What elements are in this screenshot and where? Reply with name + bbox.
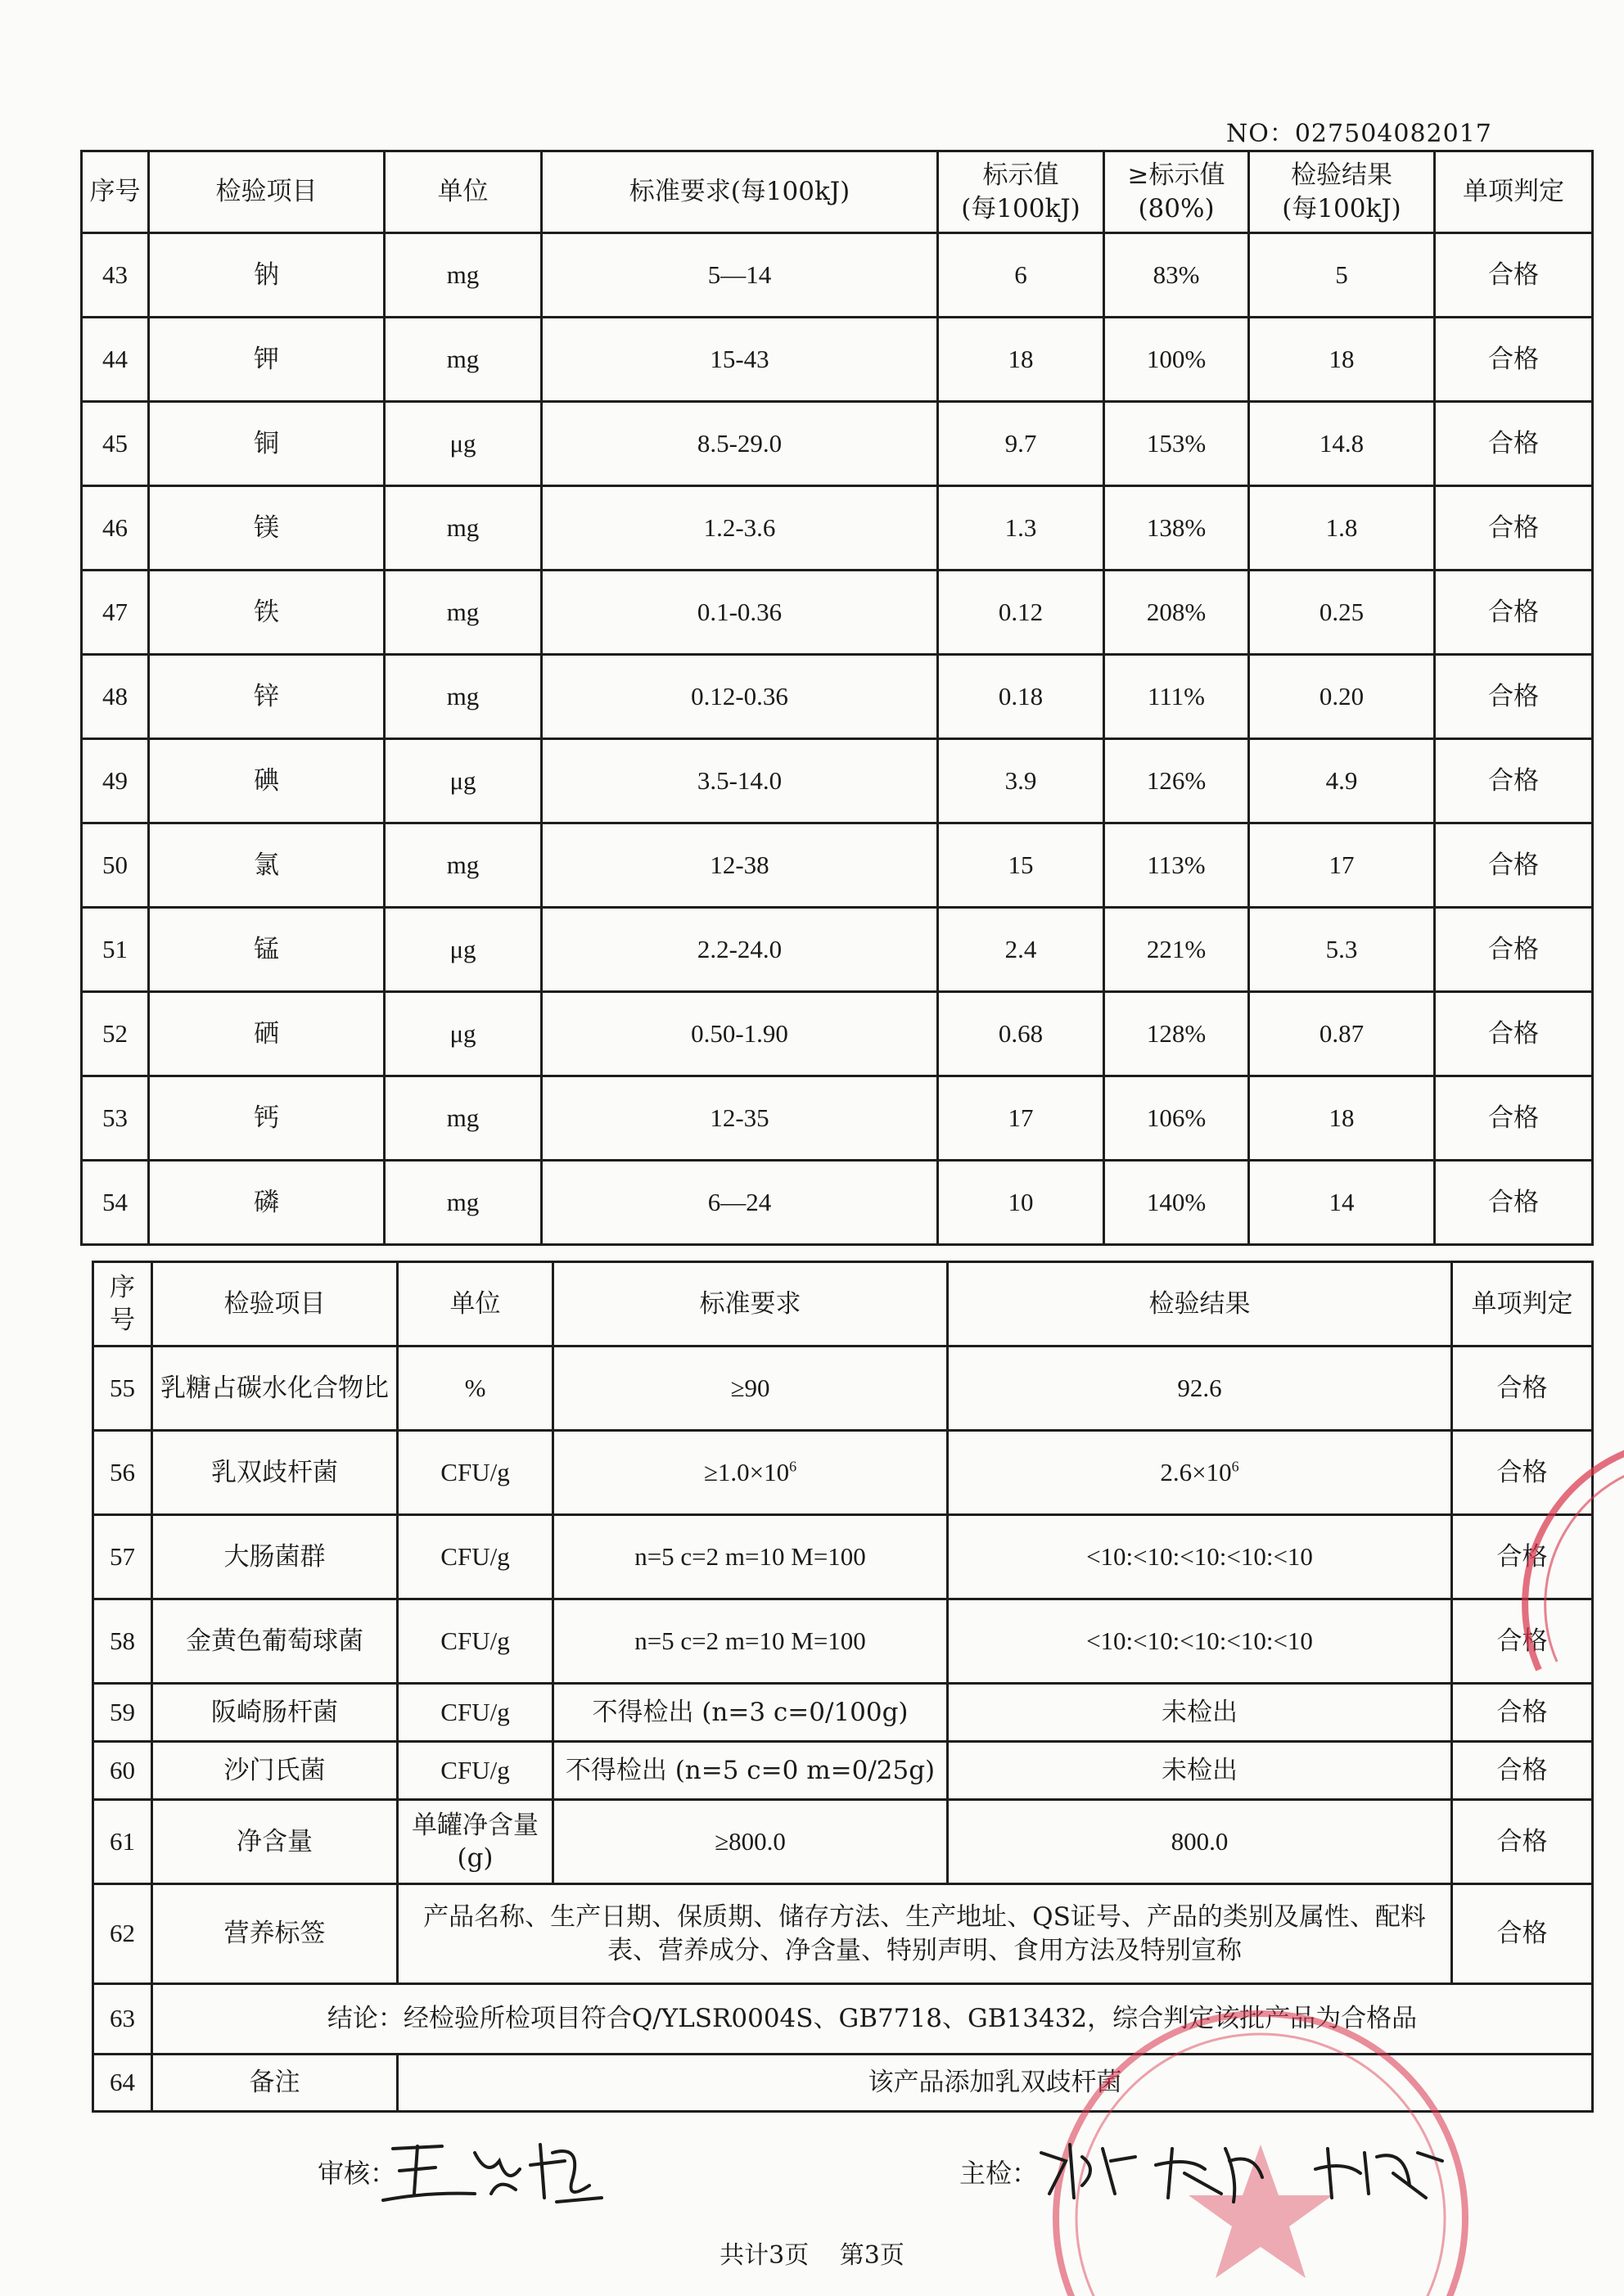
cell-result: 1.8 [1249, 486, 1435, 571]
cell-item: 磷 [149, 1161, 385, 1245]
table-header-row [93, 1262, 1593, 1346]
cell-item: 碘 [149, 739, 385, 823]
header-percent-line2: (80%) [1138, 193, 1215, 223]
cell-item: 锰 [149, 908, 385, 992]
cell-judge: 合格 [1452, 1742, 1593, 1800]
cell-result: 0.25 [1249, 571, 1435, 655]
table-row [82, 571, 1593, 655]
header-unit: 单位 [385, 151, 542, 233]
standard-exponent: 6 [789, 1458, 797, 1475]
cell-unit: μg [385, 402, 542, 486]
cell-item: 钠 [149, 233, 385, 318]
cell-item: 备注 [152, 2055, 398, 2112]
table-row [82, 402, 1593, 486]
cell-seq: 55 [93, 1346, 152, 1431]
cell-seq: 63 [93, 1984, 152, 2055]
cell-judge: 合格 [1452, 1684, 1593, 1742]
table-row [93, 1742, 1593, 1800]
cell-standard: 0.1-0.36 [542, 571, 938, 655]
cell-item: 乳糖占碳水化合物比 [152, 1346, 398, 1431]
cell-unit: mg [385, 823, 542, 908]
cell-judge: 合格 [1452, 1515, 1593, 1599]
cell-judge: 合格 [1435, 992, 1593, 1076]
header-seq: 序号 [93, 1262, 152, 1346]
cell-percent: 140% [1104, 1161, 1249, 1245]
cell-unit: mg [385, 318, 542, 402]
table-row [82, 318, 1593, 402]
cell-standard: n=5 c=2 m=10 M=100 [553, 1515, 948, 1599]
cell-standard: 6—24 [542, 1161, 938, 1245]
cell-seq: 59 [93, 1684, 152, 1742]
table-row [82, 823, 1593, 908]
table-row [93, 1800, 1593, 1884]
header-percent [1104, 151, 1249, 233]
cell-label-value: 15 [938, 823, 1104, 908]
table-row [93, 1346, 1593, 1431]
cell-judge: 合格 [1435, 233, 1593, 318]
cell-remark: 该产品添加乳双歧杆菌 [398, 2055, 1593, 2112]
cell-item: 镁 [149, 486, 385, 571]
reviewer-signature [377, 2128, 614, 2218]
header-standard: 标准要求 [553, 1262, 948, 1346]
cell-label-requirements: 产品名称、生产日期、保质期、储存方法、生产地址、QS证号、产品的类别及属性、配料表、营养成分、净含量、特别声明、食用方法及特别宣称 [398, 1884, 1452, 1984]
header-result [1249, 151, 1435, 233]
header-item: 检验项目 [152, 1262, 398, 1346]
cell-label-value: 0.12 [938, 571, 1104, 655]
cell-unit: 单罐净含量(g) [398, 1800, 553, 1884]
cell-percent: 100% [1104, 318, 1249, 402]
table-row-conclusion [93, 1984, 1593, 2055]
cell-result: 14.8 [1249, 402, 1435, 486]
cell-unit: CFU/g [398, 1599, 553, 1684]
cell-result: 未检出 [948, 1684, 1452, 1742]
cell-label-value: 10 [938, 1161, 1104, 1245]
cell-seq: 56 [93, 1431, 152, 1515]
cell-unit: CFU/g [398, 1515, 553, 1599]
cell-result: 5.3 [1249, 908, 1435, 992]
cell-seq: 47 [82, 571, 149, 655]
cell-item: 沙门氏菌 [152, 1742, 398, 1800]
cell-percent: 106% [1104, 1076, 1249, 1161]
cell-judge: 合格 [1452, 1346, 1593, 1431]
cell-judge: 合格 [1435, 402, 1593, 486]
cell-standard: 2.2-24.0 [542, 908, 938, 992]
result-exponent: 6 [1231, 1458, 1239, 1475]
cell-result: 800.0 [948, 1800, 1452, 1884]
cell-label-value: 0.18 [938, 655, 1104, 739]
cell-percent: 126% [1104, 739, 1249, 823]
cell-standard [553, 1431, 948, 1515]
cell-unit: mg [385, 1161, 542, 1245]
cell-standard: 不得检出 (n=3 c=0/100g) [553, 1684, 948, 1742]
cell-seq: 62 [93, 1884, 152, 1984]
cell-standard: 1.2-3.6 [542, 486, 938, 571]
reviewer-label: 审核： [318, 2158, 397, 2189]
cell-seq: 46 [82, 486, 149, 571]
table-row [82, 1076, 1593, 1161]
cell-judge: 合格 [1452, 1599, 1593, 1684]
cell-label-value: 0.68 [938, 992, 1104, 1076]
cell-unit: μg [385, 908, 542, 992]
cell-item: 阪崎肠杆菌 [152, 1684, 398, 1742]
cell-seq: 43 [82, 233, 149, 318]
cell-unit: % [398, 1346, 553, 1431]
cell-seq: 53 [82, 1076, 149, 1161]
table-row [93, 1515, 1593, 1599]
cell-judge: 合格 [1452, 1431, 1593, 1515]
page-footer [0, 2235, 1624, 2271]
cell-percent: 113% [1104, 823, 1249, 908]
cell-percent: 138% [1104, 486, 1249, 571]
cell-percent: 208% [1104, 571, 1249, 655]
cell-standard: 不得检出 (n=5 c=0 m=0/25g) [553, 1742, 948, 1800]
cell-judge: 合格 [1435, 908, 1593, 992]
cell-seq: 51 [82, 908, 149, 992]
cell-seq: 49 [82, 739, 149, 823]
cell-label-value: 9.7 [938, 402, 1104, 486]
table-row-remark [93, 2055, 1593, 2112]
cell-unit: mg [385, 655, 542, 739]
cell-result: 17 [1249, 823, 1435, 908]
cell-item: 氯 [149, 823, 385, 908]
cell-result [948, 1431, 1452, 1515]
cell-unit: CFU/g [398, 1684, 553, 1742]
cell-percent: 128% [1104, 992, 1249, 1076]
cell-standard: n=5 c=2 m=10 M=100 [553, 1599, 948, 1684]
header-result-line2: (每100kJ) [1282, 193, 1401, 223]
cell-label-value: 6 [938, 233, 1104, 318]
cell-seq: 48 [82, 655, 149, 739]
cell-standard: 15-43 [542, 318, 938, 402]
cell-unit: μg [385, 992, 542, 1076]
cell-item: 大肠菌群 [152, 1515, 398, 1599]
nutrient-table [80, 150, 1594, 1246]
cell-item: 营养标签 [152, 1884, 398, 1984]
cell-percent: 153% [1104, 402, 1249, 486]
cell-item: 钾 [149, 318, 385, 402]
header-standard: 标准要求(每100kJ) [542, 151, 938, 233]
cell-label-value: 1.3 [938, 486, 1104, 571]
cell-unit: CFU/g [398, 1431, 553, 1515]
result-base: 2.6×10 [1160, 1457, 1232, 1486]
cell-result: 18 [1249, 1076, 1435, 1161]
table-row [93, 1431, 1593, 1515]
cell-seq: 50 [82, 823, 149, 908]
cell-item: 铜 [149, 402, 385, 486]
cell-percent: 221% [1104, 908, 1249, 992]
cell-item: 硒 [149, 992, 385, 1076]
header-percent-line1: ≥标示值 [1127, 160, 1225, 191]
cell-unit: μg [385, 739, 542, 823]
table-header-row [82, 151, 1593, 233]
cell-result: <10:<10:<10:<10:<10 [948, 1599, 1452, 1684]
cell-judge: 合格 [1452, 1800, 1593, 1884]
cell-item: 金黄色葡萄球菌 [152, 1599, 398, 1684]
header-judge: 单项判定 [1452, 1262, 1593, 1346]
cell-label-value: 3.9 [938, 739, 1104, 823]
cell-item: 钙 [149, 1076, 385, 1161]
cell-judge: 合格 [1435, 823, 1593, 908]
cell-judge: 合格 [1435, 1076, 1593, 1161]
cell-seq: 64 [93, 2055, 152, 2112]
cell-judge: 合格 [1452, 1884, 1593, 1984]
cell-standard: 5—14 [542, 233, 938, 318]
cell-standard: 12-38 [542, 823, 938, 908]
cell-item: 锌 [149, 655, 385, 739]
cell-seq: 45 [82, 402, 149, 486]
cell-result: 0.20 [1249, 655, 1435, 739]
header-judge: 单项判定 [1435, 151, 1593, 233]
cell-standard: 0.50-1.90 [542, 992, 938, 1076]
table-row [93, 1684, 1593, 1742]
cell-unit: mg [385, 233, 542, 318]
cell-judge: 合格 [1435, 655, 1593, 739]
cell-item: 乳双歧杆菌 [152, 1431, 398, 1515]
table-row-nutrition-label [93, 1884, 1593, 1984]
table-row [82, 908, 1593, 992]
cell-result: 0.87 [1249, 992, 1435, 1076]
cell-percent: 111% [1104, 655, 1249, 739]
header-seq: 序号 [82, 151, 149, 233]
table-row [82, 233, 1593, 318]
header-label-value-line1: 标示值 [982, 160, 1059, 191]
cell-result: 92.6 [948, 1346, 1452, 1431]
standard-base: ≥1.0×10 [703, 1457, 790, 1486]
cell-result: 未检出 [948, 1742, 1452, 1800]
header-result-line1: 检验结果 [1291, 160, 1392, 191]
cell-label-value: 2.4 [938, 908, 1104, 992]
cell-result: 18 [1249, 318, 1435, 402]
cell-seq: 60 [93, 1742, 152, 1800]
cell-result: 4.9 [1249, 739, 1435, 823]
table-row [82, 739, 1593, 823]
header-label-value-line2: (每100kJ) [961, 193, 1080, 223]
header-result: 检验结果 [948, 1262, 1452, 1346]
header-unit: 单位 [398, 1262, 553, 1346]
cell-item: 净含量 [152, 1800, 398, 1884]
cell-standard: ≥800.0 [553, 1800, 948, 1884]
table-row [82, 1161, 1593, 1245]
cell-seq: 58 [93, 1599, 152, 1684]
cell-standard: 12-35 [542, 1076, 938, 1161]
cell-standard: 8.5-29.0 [542, 402, 938, 486]
cell-label-value: 18 [938, 318, 1104, 402]
cell-seq: 52 [82, 992, 149, 1076]
table-row [93, 1599, 1593, 1684]
table-row [82, 486, 1593, 571]
table-row [82, 655, 1593, 739]
cell-unit: CFU/g [398, 1742, 553, 1800]
cell-standard: 3.5-14.0 [542, 739, 938, 823]
report-number: NO：027504082017 [1226, 120, 1492, 148]
header-item: 检验项目 [149, 151, 385, 233]
cell-result: 14 [1249, 1161, 1435, 1245]
cell-result: 5 [1249, 233, 1435, 318]
cell-judge: 合格 [1435, 318, 1593, 402]
cell-seq: 57 [93, 1515, 152, 1599]
cell-conclusion: 结论：经检验所检项目符合Q/YLSR0004S、GB7718、GB13432，综合判定该批产品为合格品 [152, 1984, 1593, 2055]
cell-seq: 54 [82, 1161, 149, 1245]
cell-unit: mg [385, 486, 542, 571]
cell-seq: 44 [82, 318, 149, 402]
header-label-value [938, 151, 1104, 233]
cell-seq: 61 [93, 1800, 152, 1884]
cell-label-value: 17 [938, 1076, 1104, 1161]
cell-standard: ≥90 [553, 1346, 948, 1431]
inspector-label: 主检： [959, 2158, 1039, 2189]
cell-item: 铁 [149, 571, 385, 655]
cell-unit: mg [385, 571, 542, 655]
table-row [82, 992, 1593, 1076]
cell-judge: 合格 [1435, 739, 1593, 823]
total-pages: 共计3页 [720, 2241, 810, 2270]
cell-standard: 0.12-0.36 [542, 655, 938, 739]
cell-percent: 83% [1104, 233, 1249, 318]
current-page: 第3页 [839, 2241, 904, 2270]
cell-judge: 合格 [1435, 1161, 1593, 1245]
microbial-table [92, 1261, 1594, 2113]
inspector-signatures [1033, 2128, 1459, 2218]
cell-unit: mg [385, 1076, 542, 1161]
cell-judge: 合格 [1435, 571, 1593, 655]
cell-result: <10:<10:<10:<10:<10 [948, 1515, 1452, 1599]
cell-judge: 合格 [1435, 486, 1593, 571]
